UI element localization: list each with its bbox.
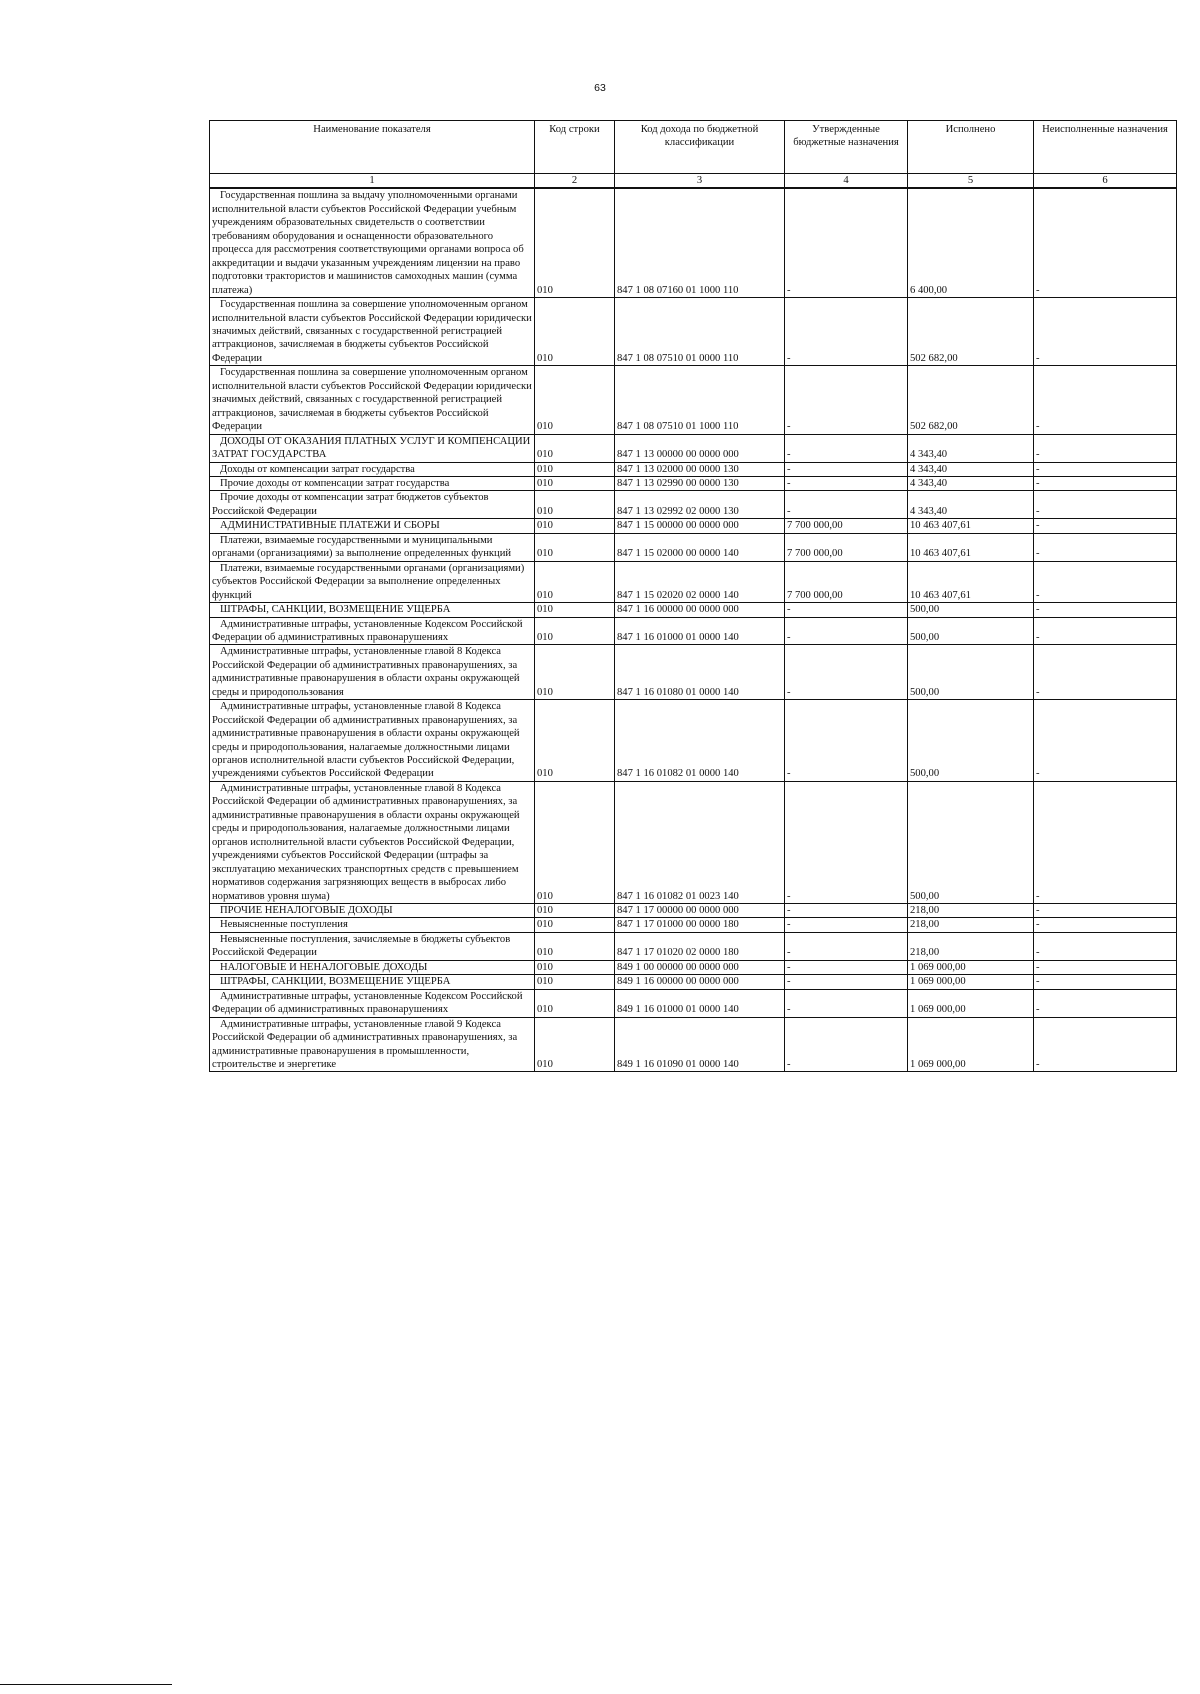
row-approved: - — [785, 975, 908, 989]
row-line-code: 010 — [535, 645, 615, 700]
row-executed: 4 343,40 — [908, 434, 1034, 462]
row-income-code: 847 1 17 00000 00 0000 000 — [615, 904, 785, 918]
row-approved: - — [785, 366, 908, 434]
row-income-code: 849 1 16 01000 01 0000 140 — [615, 989, 785, 1017]
header-executed: Исполнено — [908, 121, 1034, 174]
row-name: Административные штрафы, установленные главой 8 Кодекса Российской Федерации об административных правонарушениях, за административные правонарушения в области охраны окружающей среды и природопользования, налагаемые должностными лицами органов исполнительной власти субъектов Российской Федерации, учреждениями субъектов Российской Федерации — [210, 700, 535, 782]
row-line-code: 010 — [535, 603, 615, 617]
row-name: Платежи, взимаемые государственными органами (организациями) субъектов Российской Федерации за выполнение определенных функций — [210, 561, 535, 602]
row-approved: 7 700 000,00 — [785, 519, 908, 533]
header-income-code: Код дохода по бюджетной классификации — [615, 121, 785, 174]
budget-revenue-table — [209, 120, 1177, 1072]
table-row — [210, 1017, 1177, 1072]
row-executed: 500,00 — [908, 617, 1034, 645]
row-approved: - — [785, 476, 908, 490]
row-unexecuted: - — [1034, 975, 1177, 989]
row-unexecuted: - — [1034, 519, 1177, 533]
table-row — [210, 700, 1177, 782]
table-row — [210, 298, 1177, 366]
row-unexecuted: - — [1034, 561, 1177, 602]
row-unexecuted: - — [1034, 434, 1177, 462]
row-executed: 4 343,40 — [908, 462, 1034, 476]
row-executed: 500,00 — [908, 781, 1034, 903]
row-executed: 500,00 — [908, 700, 1034, 782]
row-income-code: 847 1 17 01000 00 0000 180 — [615, 918, 785, 932]
row-executed: 10 463 407,61 — [908, 561, 1034, 602]
row-line-code: 010 — [535, 476, 615, 490]
header-indicator-name: Наименование показателя — [210, 121, 535, 174]
row-unexecuted: - — [1034, 533, 1177, 561]
table-row — [210, 462, 1177, 476]
row-name: Административные штрафы, установленные Кодексом Российской Федерации об административных правонарушениях — [210, 989, 535, 1017]
column-number: 3 — [615, 174, 785, 189]
row-line-code: 010 — [535, 561, 615, 602]
row-name: Государственная пошлина за совершение уполномоченным органом исполнительной власти субъектов Российской Федерации юридически значимых действий, связанных с государственной регистрацией аттракционов, зачисляемая в бюджеты субъектов Российской Федерации — [210, 298, 535, 366]
row-line-code: 010 — [535, 617, 615, 645]
row-income-code: 847 1 16 01082 01 0000 140 — [615, 700, 785, 782]
row-approved: - — [785, 617, 908, 645]
column-number: 6 — [1034, 174, 1177, 189]
row-income-code: 847 1 16 01000 01 0000 140 — [615, 617, 785, 645]
table-row — [210, 434, 1177, 462]
column-number: 2 — [535, 174, 615, 189]
row-unexecuted: - — [1034, 366, 1177, 434]
table-row — [210, 561, 1177, 602]
row-executed: 218,00 — [908, 932, 1034, 960]
row-line-code: 010 — [535, 989, 615, 1017]
row-unexecuted: - — [1034, 617, 1177, 645]
table-row — [210, 904, 1177, 918]
row-executed: 218,00 — [908, 918, 1034, 932]
row-name: АДМИНИСТРАТИВНЫЕ ПЛАТЕЖИ И СБОРЫ — [210, 519, 535, 533]
row-unexecuted: - — [1034, 491, 1177, 519]
row-unexecuted: - — [1034, 1017, 1177, 1072]
row-executed: 1 069 000,00 — [908, 1017, 1034, 1072]
row-approved: - — [785, 298, 908, 366]
row-unexecuted: - — [1034, 918, 1177, 932]
table-row — [210, 960, 1177, 974]
table-row — [210, 491, 1177, 519]
row-line-code: 010 — [535, 1017, 615, 1072]
column-number: 5 — [908, 174, 1034, 189]
row-income-code: 847 1 13 02992 02 0000 130 — [615, 491, 785, 519]
table-row — [210, 918, 1177, 932]
row-name: Административные штрафы, установленные главой 8 Кодекса Российской Федерации об административных правонарушениях, за административные правонарушения в области охраны окружающей среды и природопользования, налагаемые должностными лицами органов исполнительной власти субъектов Российской Федерации, учреждениями субъектов Российской Федерации (штрафы за эксплуатацию механических транспортных средств с превышением нормативов содержания загрязняющих веществ в выбросах либо нормативов уровня шума) — [210, 781, 535, 903]
row-executed: 6 400,00 — [908, 188, 1034, 297]
table-row — [210, 645, 1177, 700]
table-row — [210, 617, 1177, 645]
row-name: ПРОЧИЕ НЕНАЛОГОВЫЕ ДОХОДЫ — [210, 904, 535, 918]
row-executed: 502 682,00 — [908, 298, 1034, 366]
row-approved: - — [785, 918, 908, 932]
row-unexecuted: - — [1034, 476, 1177, 490]
row-approved: - — [785, 904, 908, 918]
table-row — [210, 932, 1177, 960]
row-income-code: 847 1 16 00000 00 0000 000 — [615, 603, 785, 617]
page-number: 63 — [594, 82, 606, 94]
row-approved: - — [785, 462, 908, 476]
row-line-code: 010 — [535, 462, 615, 476]
row-unexecuted: - — [1034, 188, 1177, 297]
row-line-code: 010 — [535, 188, 615, 297]
row-approved: - — [785, 188, 908, 297]
table-row — [210, 975, 1177, 989]
row-executed: 1 069 000,00 — [908, 989, 1034, 1017]
row-income-code: 847 1 17 01020 02 0000 180 — [615, 932, 785, 960]
row-approved: - — [785, 603, 908, 617]
row-name: Невыясненные поступления — [210, 918, 535, 932]
row-executed: 500,00 — [908, 603, 1034, 617]
row-income-code: 847 1 15 02000 00 0000 140 — [615, 533, 785, 561]
header-approved: Утвержденные бюджетные назначения — [785, 121, 908, 174]
column-number-row — [210, 174, 1177, 189]
row-name: Административные штрафы, установленные главой 9 Кодекса Российской Федерации об административных правонарушениях, за административные правонарушения в промышленности, строительстве и энергетике — [210, 1017, 535, 1072]
table-row — [210, 366, 1177, 434]
row-line-code: 010 — [535, 781, 615, 903]
row-unexecuted: - — [1034, 700, 1177, 782]
row-income-code: 849 1 16 00000 00 0000 000 — [615, 975, 785, 989]
table-row — [210, 188, 1177, 297]
row-name: Административные штрафы, установленные Кодексом Российской Федерации об административных правонарушениях — [210, 617, 535, 645]
row-name: НАЛОГОВЫЕ И НЕНАЛОГОВЫЕ ДОХОДЫ — [210, 960, 535, 974]
row-approved: - — [785, 989, 908, 1017]
row-income-code: 847 1 08 07160 01 1000 110 — [615, 188, 785, 297]
row-approved: - — [785, 781, 908, 903]
row-name: Прочие доходы от компенсации затрат государства — [210, 476, 535, 490]
table-row — [210, 989, 1177, 1017]
row-executed: 1 069 000,00 — [908, 960, 1034, 974]
row-approved: 7 700 000,00 — [785, 561, 908, 602]
row-line-code: 010 — [535, 519, 615, 533]
row-income-code: 849 1 00 00000 00 0000 000 — [615, 960, 785, 974]
row-name: Государственная пошлина за совершение уполномоченным органом исполнительной власти субъектов Российской Федерации юридически значимых действий, связанных с государственной регистрацией аттракционов, зачисляемая в бюджеты субъектов Российской Федерации — [210, 366, 535, 434]
row-unexecuted: - — [1034, 989, 1177, 1017]
header-unexecuted: Неисполненные назначения — [1034, 121, 1177, 174]
row-name: Прочие доходы от компенсации затрат бюджетов субъектов Российской Федерации — [210, 491, 535, 519]
table-row — [210, 781, 1177, 903]
row-income-code: 847 1 15 02020 02 0000 140 — [615, 561, 785, 602]
row-unexecuted: - — [1034, 781, 1177, 903]
row-income-code: 847 1 16 01080 01 0000 140 — [615, 645, 785, 700]
row-approved: - — [785, 1017, 908, 1072]
row-name: Доходы от компенсации затрат государства — [210, 462, 535, 476]
table-row — [210, 603, 1177, 617]
row-name: Государственная пошлина за выдачу уполномоченными органами исполнительной власти субъектов Российской Федерации учебным учреждениям образовательных свидетельств о соответствии требованиям оборудования и оснащенности образовательного процесса для рассмотрения соответствующими органами вопроса об аккредитации и выдачи указанным учреждениям лицензии на право подготовки трактористов и машинистов самоходных машин (сумма платежа) — [210, 188, 535, 297]
row-unexecuted: - — [1034, 645, 1177, 700]
row-line-code: 010 — [535, 975, 615, 989]
row-income-code: 847 1 15 00000 00 0000 000 — [615, 519, 785, 533]
header-row — [210, 121, 1177, 174]
table-row — [210, 476, 1177, 490]
row-name: Административные штрафы, установленные главой 8 Кодекса Российской Федерации об административных правонарушениях, за административные правонарушения в области охраны окружающей среды и природопользования — [210, 645, 535, 700]
row-unexecuted: - — [1034, 462, 1177, 476]
row-line-code: 010 — [535, 960, 615, 974]
row-approved: - — [785, 700, 908, 782]
row-executed: 4 343,40 — [908, 491, 1034, 519]
row-line-code: 010 — [535, 533, 615, 561]
row-unexecuted: - — [1034, 298, 1177, 366]
row-income-code: 847 1 13 02000 00 0000 130 — [615, 462, 785, 476]
row-line-code: 010 — [535, 904, 615, 918]
row-line-code: 010 — [535, 366, 615, 434]
row-approved: 7 700 000,00 — [785, 533, 908, 561]
row-name: ДОХОДЫ ОТ ОКАЗАНИЯ ПЛАТНЫХ УСЛУГ И КОМПЕНСАЦИИ ЗАТРАТ ГОСУДАРСТВА — [210, 434, 535, 462]
row-unexecuted: - — [1034, 904, 1177, 918]
row-name: ШТРАФЫ, САНКЦИИ, ВОЗМЕЩЕНИЕ УЩЕРБА — [210, 975, 535, 989]
row-approved: - — [785, 491, 908, 519]
row-line-code: 010 — [535, 918, 615, 932]
row-income-code: 847 1 13 00000 00 0000 000 — [615, 434, 785, 462]
row-income-code: 849 1 16 01090 01 0000 140 — [615, 1017, 785, 1072]
row-line-code: 010 — [535, 491, 615, 519]
row-line-code: 010 — [535, 700, 615, 782]
row-line-code: 010 — [535, 434, 615, 462]
row-executed: 4 343,40 — [908, 476, 1034, 490]
column-number: 4 — [785, 174, 908, 189]
row-executed: 1 069 000,00 — [908, 975, 1034, 989]
row-income-code: 847 1 08 07510 01 0000 110 — [615, 298, 785, 366]
row-unexecuted: - — [1034, 932, 1177, 960]
row-unexecuted: - — [1034, 960, 1177, 974]
header-line-code: Код строки — [535, 121, 615, 174]
row-name: Платежи, взимаемые государственными и муниципальными органами (организациями) за выполнение определенных функций — [210, 533, 535, 561]
row-executed: 502 682,00 — [908, 366, 1034, 434]
row-line-code: 010 — [535, 932, 615, 960]
row-name: ШТРАФЫ, САНКЦИИ, ВОЗМЕЩЕНИЕ УЩЕРБА — [210, 603, 535, 617]
column-number: 1 — [210, 174, 535, 189]
row-unexecuted: - — [1034, 603, 1177, 617]
row-approved: - — [785, 932, 908, 960]
row-executed: 218,00 — [908, 904, 1034, 918]
row-executed: 10 463 407,61 — [908, 519, 1034, 533]
row-approved: - — [785, 645, 908, 700]
table-row — [210, 519, 1177, 533]
row-name: Невыясненные поступления, зачисляемые в бюджеты субъектов Российской Федерации — [210, 932, 535, 960]
table-row — [210, 533, 1177, 561]
row-executed: 10 463 407,61 — [908, 533, 1034, 561]
footnote-rule — [0, 1684, 172, 1685]
row-income-code: 847 1 16 01082 01 0023 140 — [615, 781, 785, 903]
row-income-code: 847 1 08 07510 01 1000 110 — [615, 366, 785, 434]
row-line-code: 010 — [535, 298, 615, 366]
row-approved: - — [785, 960, 908, 974]
row-approved: - — [785, 434, 908, 462]
row-income-code: 847 1 13 02990 00 0000 130 — [615, 476, 785, 490]
row-executed: 500,00 — [908, 645, 1034, 700]
